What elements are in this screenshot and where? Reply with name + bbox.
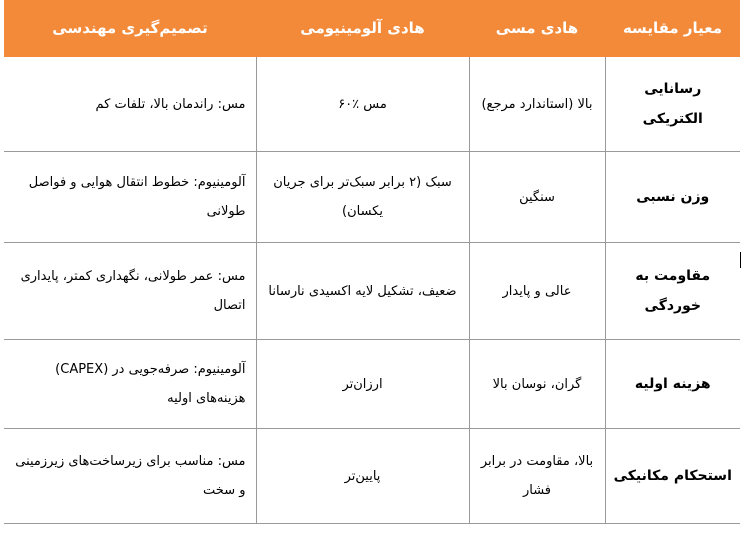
- header-copper: هادی مسی: [469, 0, 605, 57]
- engineering-cell: مس: راندمان بالا، تلفات کم: [4, 57, 256, 152]
- criterion-cell: استحکام مکانیکی: [605, 429, 740, 524]
- aluminum-cell: ضعیف، تشکیل لایه اکسیدی نارسانا: [256, 243, 469, 340]
- table-row: [4, 429, 740, 524]
- table-row: [4, 152, 740, 243]
- aluminum-cell: مس ٪۶۰: [256, 57, 469, 152]
- engineering-cell: آلومینیوم: صرفه‌جویی در (CAPEX) هزینه‌های اولیه: [4, 340, 256, 429]
- engineering-cell: مس: عمر طولانی، نگهداری کمتر، پایداری اتصال: [4, 243, 256, 340]
- criterion-cell: هزینه اولیه: [605, 340, 740, 429]
- header-row: [4, 0, 740, 57]
- criterion-cell: وزن نسبی: [605, 152, 740, 243]
- aluminum-cell: ارزان‌تر: [256, 340, 469, 429]
- copper-cell: عالی و پایدار: [469, 243, 605, 340]
- copper-cell: بالا (استاندارد مرجع): [469, 57, 605, 152]
- table-row: [4, 243, 740, 340]
- header-aluminum: هادی آلومینیومی: [256, 0, 469, 57]
- copper-cell: سنگین: [469, 152, 605, 243]
- aluminum-cell: سبک (۲ برابر سبک‌تر برای جریان یکسان): [256, 152, 469, 243]
- header-engineering: تصمیم‌گیری مهندسی: [4, 0, 256, 57]
- aluminum-cell: پایین‌تر: [256, 429, 469, 524]
- table-row: [4, 340, 740, 429]
- comparison-table: [4, 0, 740, 524]
- table-row: [4, 57, 740, 152]
- copper-cell: بالا، مقاومت در برابر فشار: [469, 429, 605, 524]
- engineering-cell: آلومینیوم: خطوط انتقال هوایی و فواصل طولانی: [4, 152, 256, 243]
- engineering-cell: مس: مناسب برای زیرساخت‌های زیرزمینی و سخت: [4, 429, 256, 524]
- copper-cell: گران، نوسان بالا: [469, 340, 605, 429]
- criterion-cell: مقاومت به خوردگی: [605, 243, 740, 340]
- text-cursor-mark: [740, 252, 741, 268]
- header-criterion: معیار مقایسه: [605, 0, 740, 57]
- criterion-cell: رسانایی الکتریکی: [605, 57, 740, 152]
